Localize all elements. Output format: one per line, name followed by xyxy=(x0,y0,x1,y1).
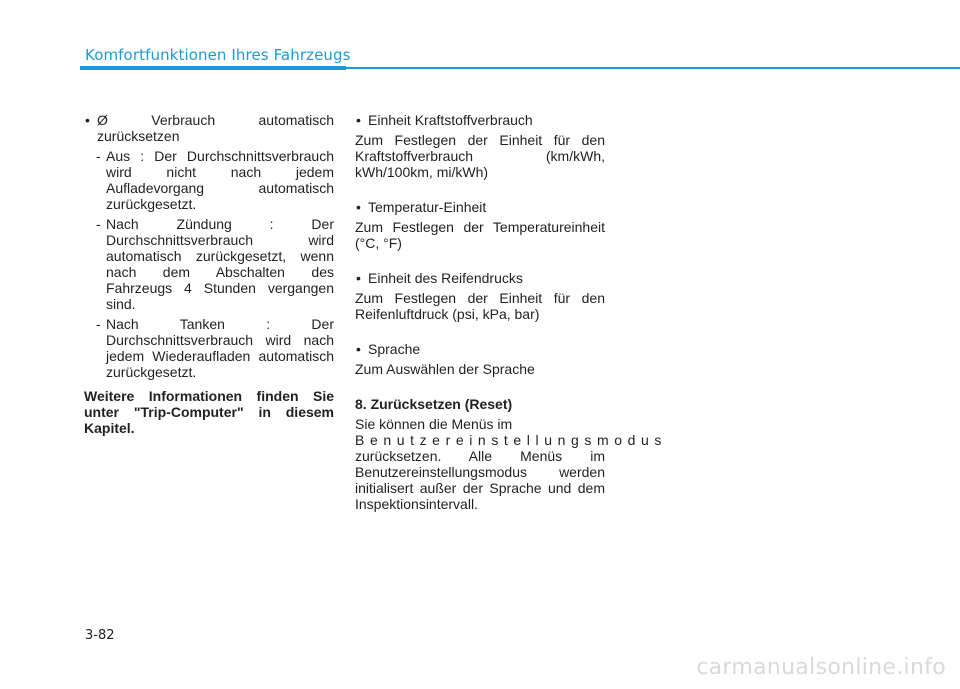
bullet-tire-pressure-unit: • Einheit des Reifendrucks xyxy=(355,270,605,286)
watermark: carmanualsonline.info xyxy=(696,655,946,680)
section-header-title: Komfortfunktionen Ihres Fahrzeugs xyxy=(85,46,351,64)
left-column xyxy=(84,112,334,436)
sub-item-off xyxy=(84,148,334,212)
page-number: 3-82 xyxy=(85,628,115,643)
dash-marker: - xyxy=(96,316,101,332)
sub-item-after-refuel xyxy=(84,316,334,380)
header-rule-thin xyxy=(346,67,960,69)
sub-item-after-refuel-text: Nach Tanken : Der Durchschnittsverbrauch wird nach jedem Wiederaufladen automatisch zurückgesetzt. xyxy=(106,316,334,380)
bullet-fuel-unit: • Einheit Kraftstoffverbrauch xyxy=(355,112,605,128)
reset-heading: 8. Zurücksetzen (Reset) xyxy=(355,396,513,412)
reset-desc-line2: Benutzereinstellungsmodus xyxy=(355,432,667,448)
trip-computer-note: Weitere Informationen finden Sie unter "Trip-Computer" in diesem Kapitel. xyxy=(84,388,334,436)
temperature-unit-desc: Zum Festlegen der Temperatureinheit (°C, °F) xyxy=(355,219,605,251)
dash-marker: - xyxy=(96,216,101,232)
sub-item-off-text: Aus : Der Durchschnittsverbrauch wird nicht nach jedem Aufladevorgang automatisch zurückgesetzt. xyxy=(106,148,334,212)
bullet-language: • Sprache xyxy=(355,341,605,357)
dash-marker: - xyxy=(96,148,101,164)
reset-desc-line1: Sie können die Menüs im xyxy=(355,416,513,432)
sub-item-after-ignition xyxy=(84,216,334,312)
fuel-unit-desc: Zum Festlegen der Einheit für den Kraftstoffverbrauch (km/kWh, kWh/100km, mi/kWh) xyxy=(355,132,605,180)
right-column xyxy=(355,112,667,512)
language-desc: Zum Auswählen der Sprache xyxy=(355,361,535,377)
header-rule-thick xyxy=(80,66,346,70)
reset-desc-rest: zurücksetzen. Alle Menüs im Benutzereinstellungsmodus werden initialisert außer der Sprache und dem Inspektionsintervall. xyxy=(355,448,605,512)
sub-item-after-ignition-text: Nach Zündung : Der Durchschnittsverbrauch wird automatisch zurückgesetzt, wenn nach dem Abschalten des Fahrzeugs 4 Stunden vergangen sind. xyxy=(106,216,334,312)
bullet-reset-consumption: • Ø Verbrauch automatisch zurücksetzen xyxy=(84,112,334,144)
bullet-temperature-unit: • Temperatur-Einheit xyxy=(355,199,605,215)
tire-pressure-unit-desc: Zum Festlegen der Einheit für den Reifenluftdruck (psi, kPa, bar) xyxy=(355,290,605,322)
